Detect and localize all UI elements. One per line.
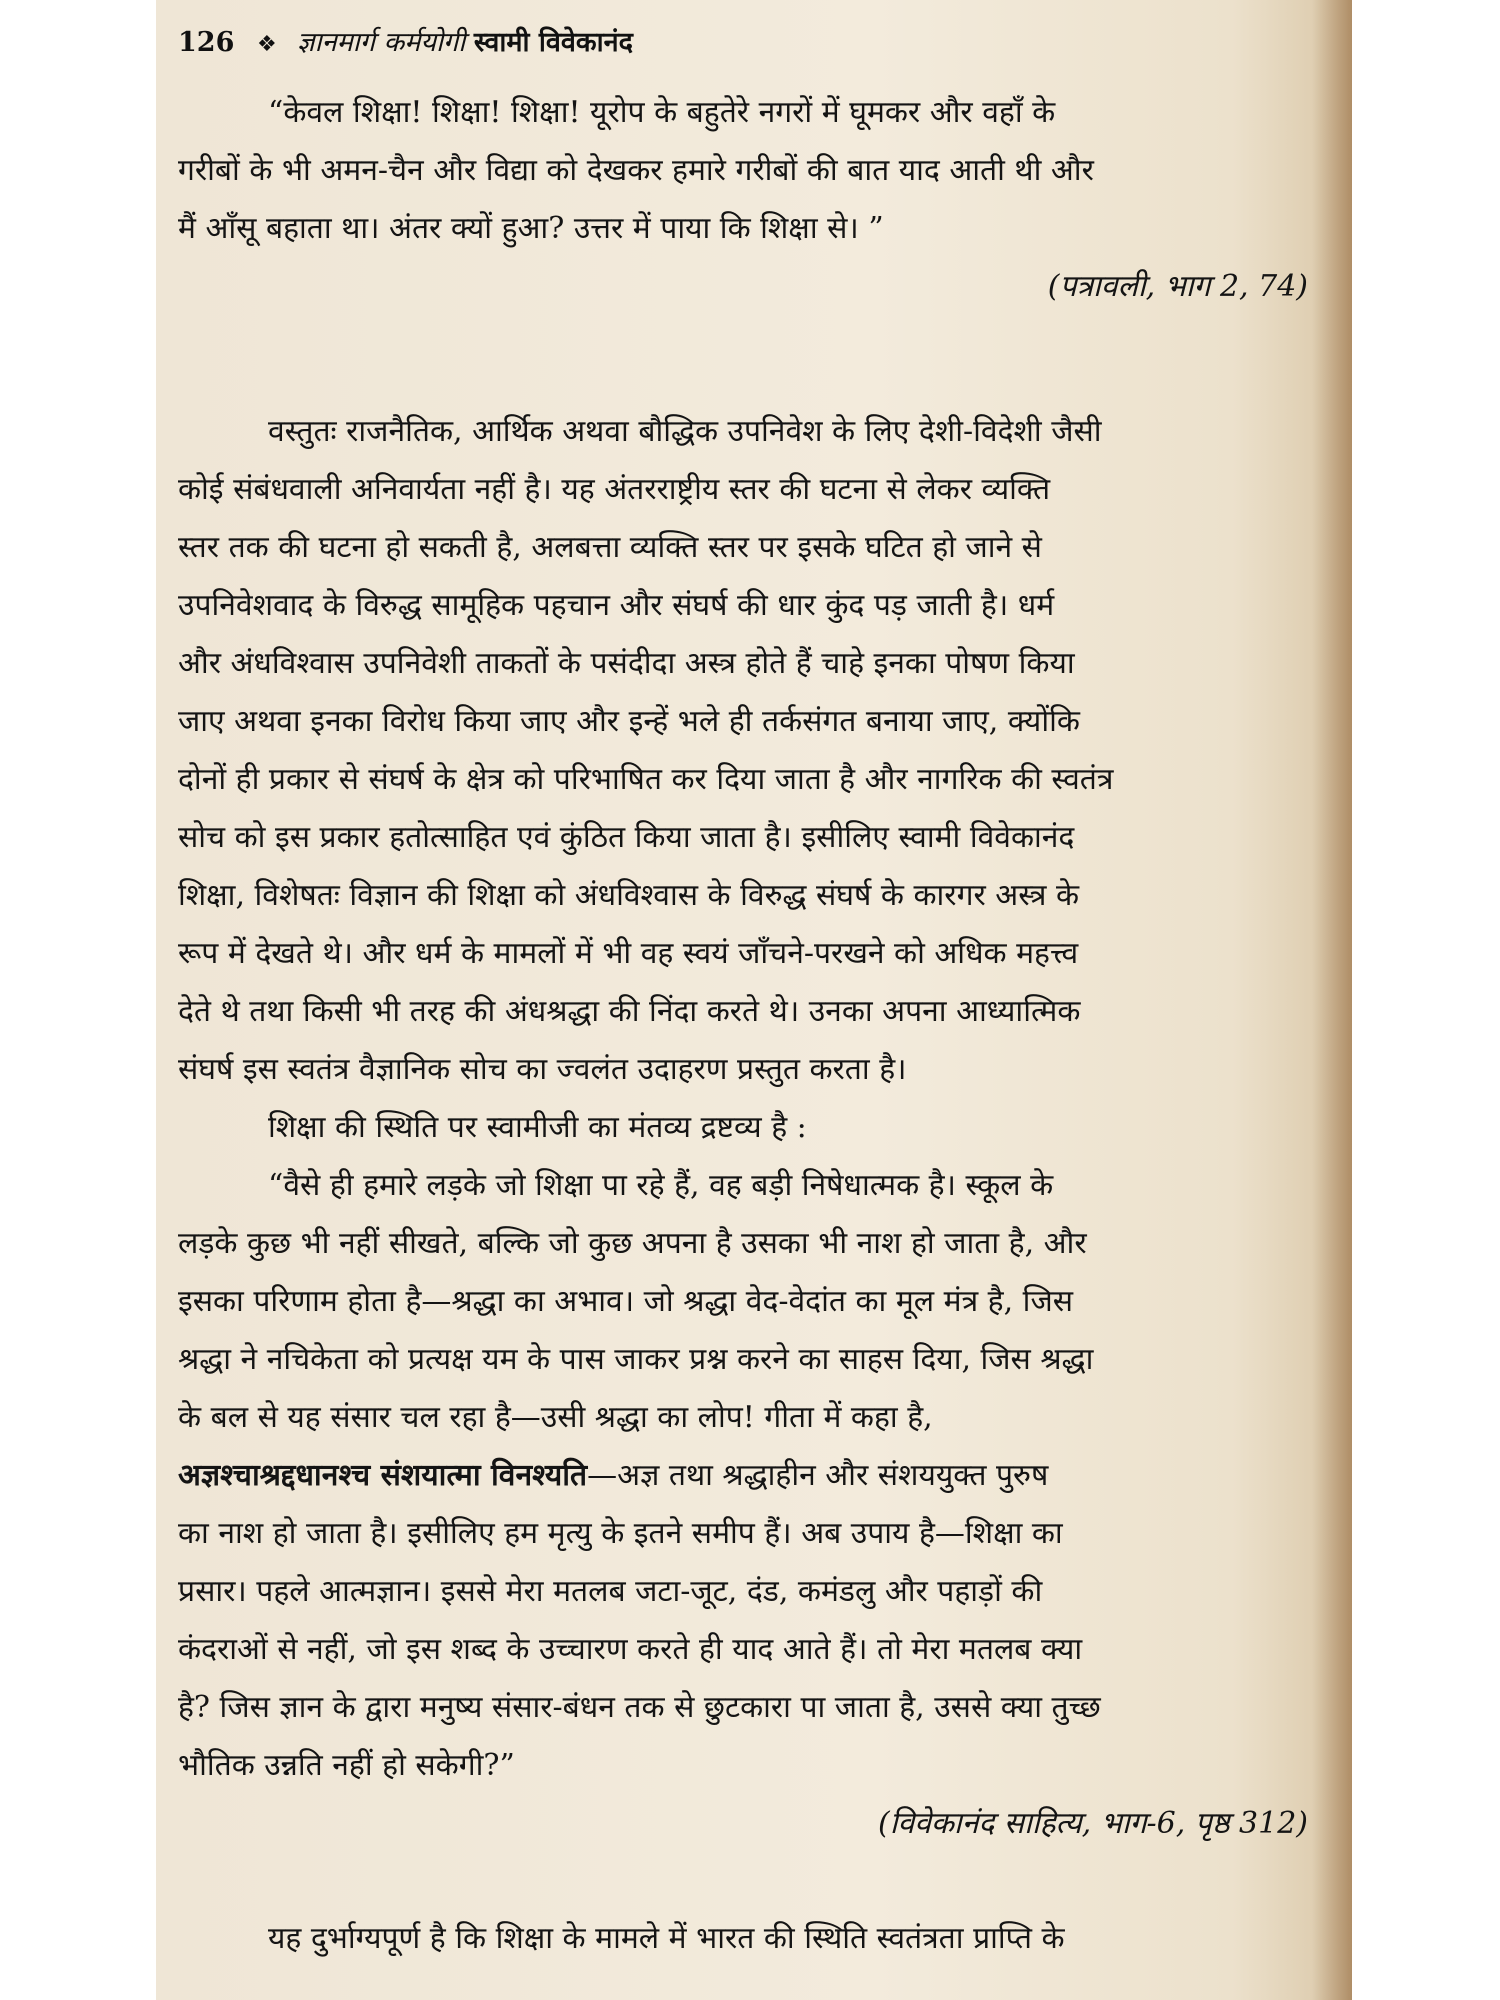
page-header	[178, 22, 633, 66]
paragraph-line: वस्तुतः राजनैतिक, आर्थिक अथवा बौद्धिक उपनिवेश के लिए देशी-विदेशी जैसी	[268, 414, 1102, 449]
quote-2-line: “वैसे ही हमारे लड़के जो शिक्षा पा रहे हैं, वह बड़ी निषेधात्मक है। स्कूल के	[268, 1168, 1054, 1203]
book-title-italic: ज्ञानमार्ग कर्मयोगी	[297, 27, 466, 58]
page-spine-shadow	[1312, 0, 1352, 2000]
quote-2-line: इसका परिणाम होता है—श्रद्धा का अभाव। जो श्रद्धा वेद-वेदांत का मूल मंत्र है, जिस	[178, 1284, 1073, 1319]
sanskrit-translation: —अज्ञ तथा श्रद्धाहीन और संशययुक्त पुरुष	[587, 1458, 1049, 1493]
sanskrit-verse: अज्ञश्चाश्रद्दधानश्च संशयात्मा विनश्यति	[178, 1458, 588, 1493]
paragraph-line: और अंधविश्वास उपनिवेशी ताकतों के पसंदीदा अस्त्र होते हैं चाहे इनका पोषण किया	[178, 646, 1075, 681]
page-number: 126	[178, 27, 235, 58]
paragraph-line: जाए अथवा इनका विरोध किया जाए और इन्हें भले ही तर्कसंगत बनाया जाए, क्योंकि	[178, 704, 1080, 739]
paragraph-3	[178, 1910, 1308, 1968]
paragraph-line: उपनिवेशवाद के विरुद्ध सामूहिक पहचान और संघर्ष की धार कुंद पड़ जाती है। धर्म	[178, 588, 1055, 623]
paragraph-1	[178, 403, 1308, 1157]
quote-2-line: कंदराओं से नहीं, जो इस शब्द के उच्चारण करते ही याद आते हैं। तो मेरा मतलब क्या	[178, 1632, 1083, 1667]
quote-2-line: के बल से यह संसार चल रहा है—उसी श्रद्धा का लोप! गीता में कहा है,	[178, 1400, 933, 1435]
ornament-icon: ❖	[256, 32, 277, 57]
paragraph-2-line: शिक्षा की स्थिति पर स्वामीजी का मंतव्य द्रष्टव्य है :	[268, 1110, 807, 1145]
quote-1-citation: (पत्रावली, भाग 2, 74)	[1047, 269, 1308, 304]
quote-1-line: मैं आँसू बहाता था। अंतर क्यों हुआ? उत्तर में पाया कि शिक्षा से। ”	[178, 211, 884, 246]
quote-2-line: है? जिस ज्ञान के द्वारा मनुष्य संसार-बंधन तक से छुटकारा पा जाता है, उससे क्या तुच्छ	[178, 1690, 1101, 1725]
quote-2-line: लड़के कुछ भी नहीं सीखते, बल्कि जो कुछ अपना है उसका भी नाश हो जाता है, और	[178, 1226, 1087, 1261]
paragraph-3-line: यह दुर्भाग्यपूर्ण है कि शिक्षा के मामले में भारत की स्थिति स्वतंत्रता प्राप्ति के	[268, 1921, 1065, 1956]
quote-1	[178, 84, 1308, 316]
quote-2	[178, 1157, 1308, 1853]
quote-2-line: श्रद्धा ने नचिकेता को प्रत्यक्ष यम के पास जाकर प्रश्न करने का साहस दिया, जिस श्रद्धा	[178, 1342, 1094, 1377]
paragraph-line: देते थे तथा किसी भी तरह की अंधश्रद्धा की निंदा करते थे। उनका अपना आध्यात्मिक	[178, 994, 1081, 1029]
quote-2-line: भौतिक उन्नति नहीं हो सकेगी?”	[178, 1748, 515, 1783]
quote-1-line: गरीबों के भी अमन-चैन और विद्या को देखकर हमारे गरीबों की बात याद आती थी और	[178, 153, 1094, 188]
paragraph-line: स्तर तक की घटना हो सकती है, अलबत्ता व्यक्ति स्तर पर इसके घटित हो जाने से	[178, 530, 1042, 565]
quote-2-line: प्रसार। पहले आत्मज्ञान। इससे मेरा मतलब जटा-जूट, दंड, कमंडलु और पहाड़ों की	[178, 1574, 1043, 1609]
paragraph-line: दोनों ही प्रकार से संघर्ष के क्षेत्र को परिभाषित कर दिया जाता है और नागरिक की स्वतंत्र	[178, 762, 1114, 797]
book-page	[156, 0, 1352, 2000]
paragraph-line: सोच को इस प्रकार हतोत्साहित एवं कुंठित किया जाता है। इसीलिए स्वामी विवेकानंद	[178, 820, 1075, 855]
quote-2-line: का नाश हो जाता है। इसीलिए हम मृत्यु के इतने समीप हैं। अब उपाय है—शिक्षा का	[178, 1516, 1063, 1551]
quote-2-citation: (विवेकानंद साहित्य, भाग-6, पृष्ठ 312)	[878, 1806, 1308, 1841]
paragraph-line: शिक्षा, विशेषतः विज्ञान की शिक्षा को अंधविश्वास के विरुद्ध संघर्ष के कारगर अस्त्र के	[178, 878, 1079, 913]
paragraph-line: कोई संबंधवाली अनिवार्यता नहीं है। यह अंतरराष्ट्रीय स्तर की घटना से लेकर व्यक्ति	[178, 472, 1051, 507]
quote-1-line: “केवल शिक्षा! शिक्षा! शिक्षा! यूरोप के बहुतेरे नगरों में घूमकर और वहाँ के	[268, 95, 1056, 130]
quote-2-sanskrit-line	[178, 1447, 1308, 1505]
paragraph-line: संघर्ष इस स्वतंत्र वैज्ञानिक सोच का ज्वलंत उदाहरण प्रस्तुत करता है।	[178, 1052, 907, 1087]
paragraph-line: रूप में देखते थे। और धर्म के मामलों में भी वह स्वयं जाँचने-परखने को अधिक महत्त्व	[178, 936, 1079, 971]
book-title-bold: स्वामी विवेकानंद	[473, 27, 633, 58]
